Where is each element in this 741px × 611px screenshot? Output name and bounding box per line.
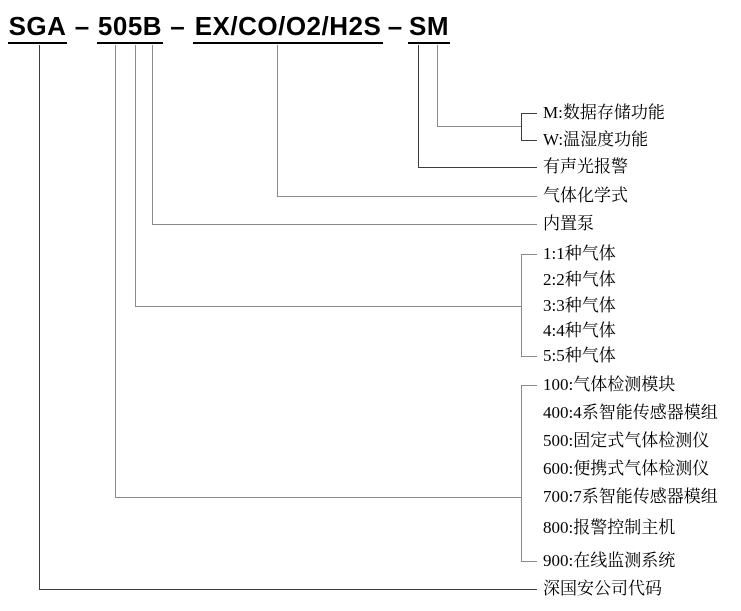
connector-company-horizontal [39,589,537,590]
bracket-gas-count-bottom-stub [521,356,537,357]
label-gas-count-2: 2:2种气体 [543,270,616,289]
connector-options-vertical [437,45,438,126]
model-segment-series: 505B [97,11,163,44]
bracket-options [521,113,522,140]
label-gas-count-4: 4:4种气体 [543,321,616,340]
connector-series-vertical [115,45,116,497]
label-built-in-pump: 内置泵 [543,214,594,233]
label-temp-humidity: W:温湿度功能 [543,130,649,149]
connector-series-horizontal [115,497,521,498]
label-series-400: 400:4系智能传感器模组 [543,403,718,422]
connector-company-vertical [39,45,40,589]
label-gas-count-3: 3:3种气体 [543,296,616,315]
bracket-product-series-bottom-stub [521,561,537,562]
connector-pump-horizontal [152,224,537,225]
label-series-700: 700:7系智能传感器模组 [543,487,718,506]
connector-gas-count-vertical [135,45,136,306]
label-gas-count-1: 1:1种气体 [543,244,616,263]
connector-alarm-vertical [418,45,419,167]
bracket-gas-count-top-stub [521,254,537,255]
connector-chemical-vertical [277,45,278,196]
label-series-900: 900:在线监测系统 [543,551,676,570]
bracket-options-bottom-stub [521,140,537,141]
label-series-600: 600:便携式气体检测仪 [543,459,710,478]
title-separator-3: – [387,11,403,41]
connector-chemical-horizontal [277,196,537,197]
title-separator-1: – [74,11,90,41]
label-gas-count-5: 5:5种气体 [543,346,616,365]
bracket-options-top-stub [521,113,537,114]
connector-pump-vertical [152,45,153,224]
connector-alarm-horizontal [418,167,537,168]
connector-options-horizontal [437,126,521,127]
label-series-500: 500:固定式气体检测仪 [543,431,710,450]
label-alarm: 有声光报警 [543,157,628,176]
bracket-gas-count [521,254,522,356]
label-data-storage: M:数据存储功能 [543,103,665,122]
label-series-100: 100:气体检测模块 [543,375,676,394]
model-segment-gases: EX/CO/O2/H2S [193,11,383,44]
bracket-product-series [521,385,522,561]
connector-gas-count-horizontal [135,306,521,307]
label-series-800: 800:报警控制主机 [543,518,676,537]
model-segment-options: SM [408,11,450,44]
model-segment-brand: SGA [8,11,67,44]
title-separator-2: – [170,11,185,41]
bracket-product-series-top-stub [521,385,537,386]
label-chemical-formula: 气体化学式 [543,186,628,205]
label-company-code: 深国安公司代码 [543,579,662,598]
